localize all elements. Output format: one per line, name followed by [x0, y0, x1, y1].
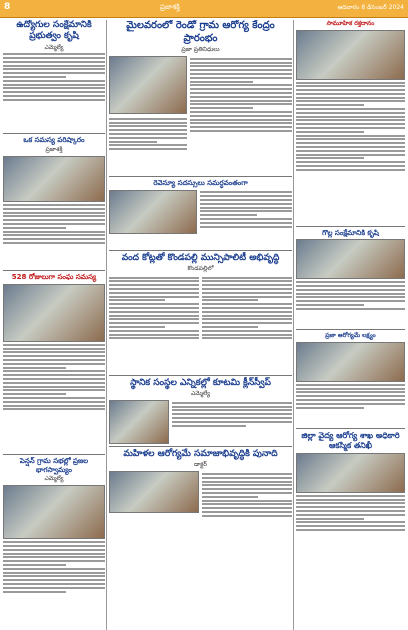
article-3 — [3, 273, 105, 452]
body-text-line — [296, 407, 364, 409]
body-text-line — [109, 144, 187, 146]
body-text-line — [296, 154, 405, 156]
body-text-line — [296, 499, 405, 501]
body-text-line — [172, 421, 292, 423]
body-text-line — [296, 391, 405, 393]
body-text-line — [190, 115, 292, 117]
body-text-line — [190, 96, 292, 98]
lead-photo — [109, 56, 187, 114]
revenue-body — [200, 190, 292, 248]
body-text-line — [109, 288, 199, 290]
body-text-line — [202, 311, 292, 313]
body-text-line — [3, 389, 105, 391]
article-1 — [3, 20, 105, 131]
body-text-line — [172, 409, 292, 411]
body-text-line — [202, 334, 292, 336]
blood-photo — [296, 30, 405, 80]
body-text-line — [296, 514, 405, 516]
body-text-line — [200, 218, 292, 220]
article-blood — [296, 20, 405, 224]
body-text-line — [190, 73, 292, 75]
body-text-line — [296, 521, 405, 523]
body-text-line — [296, 399, 405, 401]
body-text-line — [109, 148, 187, 150]
body-text-line — [202, 307, 292, 309]
column-right — [296, 20, 405, 630]
body-text-line — [3, 208, 105, 210]
body-text-line — [296, 308, 405, 310]
headline-golla: గొల్ల సంక్షేమానికి కృషి — [322, 228, 379, 237]
body-text-line — [296, 131, 364, 133]
body-text-line — [3, 223, 105, 225]
body-text-line — [109, 137, 187, 139]
body-text-line — [109, 122, 187, 124]
body-text-line — [202, 277, 292, 279]
body-text-line — [200, 199, 292, 201]
body-text-line — [3, 80, 105, 82]
body-text-line — [3, 405, 105, 407]
body-text-line — [3, 212, 105, 214]
body-text-line — [202, 492, 292, 494]
body-text-line — [3, 61, 105, 63]
body-text-line — [296, 93, 405, 95]
body-text-line — [200, 191, 292, 193]
body-text-line — [172, 406, 292, 408]
body-text-line — [296, 388, 405, 390]
article-2-body — [3, 204, 105, 268]
body-text-line — [200, 210, 292, 212]
body-text-line — [296, 300, 405, 302]
body-text-line — [109, 303, 199, 305]
article-2-photo — [3, 156, 105, 202]
subheadline-2: ప్రజాశక్తి — [45, 146, 63, 154]
issue-date: ఆదివారం 8 డిసెంబర్ 2024 — [337, 4, 404, 11]
body-text-line — [296, 304, 364, 306]
body-text-line — [296, 529, 405, 531]
subheadline-elections: ఎమ్మెల్యే — [190, 390, 211, 398]
kondapalli-body-right — [202, 275, 292, 373]
divider — [109, 250, 292, 251]
divider — [296, 329, 405, 330]
headline-blood: సామూహిక రక్తదానం — [326, 20, 375, 27]
body-text-line — [202, 515, 292, 517]
body-text-line — [296, 97, 405, 99]
body-text-line — [296, 104, 364, 106]
body-text-line — [296, 169, 405, 171]
body-text-line — [202, 481, 292, 483]
body-text-line — [202, 488, 292, 490]
headline-kondapalli: వంద కోట్లతో కొండపల్లి మున్సిపాలిటీ అభివృద్ధి — [121, 252, 280, 263]
body-text-line — [296, 82, 405, 84]
body-text-line — [3, 587, 105, 589]
divider — [109, 375, 292, 376]
page-number: 8 — [4, 2, 11, 12]
body-text-line — [3, 556, 105, 558]
body-text-line — [3, 238, 105, 240]
subheadline-lead: ప్రజా ప్రతినిధులు — [181, 46, 220, 53]
column-center — [109, 20, 292, 630]
article-2 — [3, 136, 105, 268]
subheadline-women-health: డాక్టర్ — [194, 461, 207, 469]
publication-name: ప్రజాశక్తి — [160, 3, 180, 11]
divider — [296, 428, 405, 429]
body-text-line — [3, 370, 105, 372]
article-4-body — [3, 541, 105, 621]
body-text-line — [3, 68, 105, 70]
body-text-line — [109, 125, 187, 127]
body-text-line — [3, 351, 105, 353]
body-text-line — [202, 477, 292, 479]
body-text-line — [190, 100, 292, 102]
body-text-line — [190, 122, 292, 124]
headline-health: ప్రజా ఆరోగ్యమే లక్ష్యం — [325, 332, 376, 340]
body-text-line — [109, 322, 199, 324]
body-text-line — [190, 77, 292, 79]
headline-revenue: రెవెన్యూ సదస్సులు సమర్ధవంతంగా — [153, 178, 248, 187]
women-health-photo — [109, 471, 199, 513]
article-golla — [296, 229, 405, 328]
body-text-line — [202, 507, 292, 509]
body-text-line — [3, 382, 105, 384]
headline-lead: మైలవరంలో రెండో గ్రామ ఆరోగ్య కేంద్రం ప్రారంభం — [126, 20, 275, 44]
article-1-body — [3, 53, 105, 131]
body-text-line — [3, 553, 105, 555]
body-text-line — [109, 280, 199, 282]
body-text-line — [3, 227, 66, 229]
body-text-line — [296, 85, 405, 87]
body-text-line — [3, 57, 105, 59]
article-4 — [3, 457, 105, 622]
golla-body — [296, 281, 405, 327]
body-text-line — [202, 318, 292, 320]
body-text-line — [202, 330, 292, 332]
body-text-line — [109, 299, 165, 301]
golla-photo — [296, 239, 405, 279]
article-kondapalli — [109, 253, 292, 373]
body-text-line — [109, 284, 199, 286]
article-3-body — [3, 344, 105, 452]
body-text-line — [202, 280, 292, 282]
body-text-line — [296, 112, 405, 114]
body-text-line — [3, 348, 105, 350]
body-text-line — [3, 72, 105, 74]
subheadline-1: ఎమ్మెల్యే — [44, 43, 64, 51]
body-text-line — [296, 127, 405, 129]
body-text-line — [296, 495, 405, 497]
body-text-line — [3, 545, 105, 547]
body-text-line — [3, 65, 105, 67]
body-text-line — [202, 303, 292, 305]
body-text-line — [3, 575, 105, 577]
article-women-health — [109, 449, 292, 541]
body-text-line — [296, 119, 405, 121]
body-text-line — [296, 123, 405, 125]
body-text-line — [3, 355, 105, 357]
article-health — [296, 332, 405, 426]
inspection-photo — [296, 453, 405, 493]
body-text-line — [109, 296, 199, 298]
body-text-line — [3, 374, 105, 376]
body-text-line — [3, 560, 105, 562]
body-text-line — [296, 157, 364, 159]
article-inspection — [296, 431, 405, 555]
article-3-photo — [3, 284, 105, 342]
body-text-line — [202, 322, 292, 324]
blood-body — [296, 82, 405, 224]
body-text-line — [296, 525, 405, 527]
body-text-line — [172, 417, 292, 419]
body-text-line — [202, 500, 292, 502]
body-text-line — [202, 484, 292, 486]
body-text-line — [3, 572, 105, 574]
body-text-line — [296, 135, 405, 137]
body-text-line — [202, 299, 258, 301]
body-text-line — [190, 58, 292, 60]
headline-3: 528 రోజులుగా సంఘ సమస్య — [11, 273, 97, 282]
body-text-line — [296, 146, 405, 148]
body-text-line — [190, 88, 292, 90]
article-elections — [109, 378, 292, 444]
subheadline-kondapalli: కొండపల్లిలో — [187, 264, 214, 272]
body-text-line — [200, 214, 257, 216]
subheadline-4: ఎమ్మెల్యే — [44, 475, 64, 483]
body-text-line — [296, 289, 405, 291]
headline-4: పెన్షన్ గ్రామ సభల్లో ప్రజల భాగస్వామ్యం — [19, 456, 89, 474]
body-text-line — [109, 307, 199, 309]
body-text-line — [3, 541, 105, 543]
body-text-line — [3, 564, 66, 566]
body-text-line — [109, 330, 199, 332]
body-text-line — [172, 425, 246, 427]
body-text-line — [109, 318, 199, 320]
body-text-line — [109, 311, 199, 313]
article-4-photo — [3, 485, 105, 539]
body-text-line — [3, 393, 66, 395]
body-text-line — [190, 126, 292, 128]
body-text-line — [202, 296, 292, 298]
body-text-line — [200, 203, 292, 205]
body-text-line — [109, 277, 199, 279]
divider — [296, 226, 405, 227]
body-text-line — [3, 84, 105, 86]
body-text-line — [109, 129, 187, 131]
body-text-line — [202, 315, 292, 317]
column-rule-1 — [106, 20, 107, 630]
body-text-line — [202, 337, 292, 339]
body-text-line — [172, 402, 292, 404]
body-text-line — [296, 384, 405, 386]
body-text-line — [3, 219, 105, 221]
body-text-line — [3, 87, 105, 89]
body-text-line — [190, 119, 292, 121]
body-text-line — [3, 568, 105, 570]
body-text-line — [3, 408, 105, 410]
body-text-line — [296, 506, 405, 508]
body-text-line — [3, 386, 105, 388]
body-text-line — [296, 138, 405, 140]
women-health-body — [202, 471, 292, 541]
body-text-line — [296, 403, 405, 405]
body-text-line — [3, 204, 105, 206]
body-text-line — [3, 549, 105, 551]
body-text-line — [190, 62, 292, 64]
body-text-line — [296, 165, 405, 167]
body-text-line — [109, 292, 199, 294]
divider — [109, 176, 292, 177]
body-text-line — [3, 242, 105, 244]
article-lead — [109, 20, 292, 174]
body-text-line — [3, 579, 105, 581]
body-text-line — [3, 401, 105, 403]
body-text-line — [109, 118, 187, 120]
body-text-line — [109, 141, 157, 143]
body-text-line — [202, 511, 292, 513]
body-text-line — [3, 583, 105, 585]
body-text-line — [190, 111, 292, 113]
body-text-line — [200, 226, 292, 228]
body-text-line — [296, 89, 405, 91]
body-text-line — [296, 116, 405, 118]
inspection-body — [296, 495, 405, 555]
body-text-line — [296, 293, 405, 295]
body-text-line — [109, 315, 199, 317]
body-text-line — [200, 207, 292, 209]
body-text-line — [172, 413, 292, 415]
body-text-line — [3, 378, 105, 380]
lead-body-right — [190, 56, 292, 174]
body-text-line — [3, 231, 105, 233]
body-text-line — [202, 503, 292, 505]
body-text-line — [3, 363, 105, 365]
body-text-line — [202, 326, 258, 328]
body-text-line — [296, 502, 405, 504]
divider — [3, 270, 105, 271]
body-text-line — [200, 195, 292, 197]
body-text-line — [296, 285, 405, 287]
body-text-line — [202, 496, 258, 498]
body-text-line — [202, 284, 292, 286]
headline-1: ఉద్యోగుల సంక్షేమానికి ప్రభుత్వం కృషి — [16, 20, 92, 42]
column-left — [3, 20, 105, 630]
body-text-line — [296, 142, 405, 144]
body-text-line — [190, 107, 253, 109]
body-text-line — [109, 133, 187, 135]
health-body — [296, 384, 405, 426]
body-text-line — [296, 518, 364, 520]
body-text-line — [190, 130, 292, 132]
body-text-line — [190, 92, 292, 94]
body-text-line — [202, 473, 292, 475]
body-text-line — [202, 288, 292, 290]
body-text-line — [190, 81, 253, 83]
masthead-bar — [0, 0, 408, 18]
body-text-line — [3, 91, 105, 93]
body-text-line — [109, 337, 199, 339]
article-revenue — [109, 179, 292, 248]
health-photo — [296, 342, 405, 382]
body-text-line — [202, 292, 292, 294]
body-text-line — [190, 103, 292, 105]
body-text-line — [3, 234, 105, 236]
body-text-line — [3, 359, 105, 361]
body-text-line — [296, 281, 405, 283]
body-text-line — [296, 395, 405, 397]
body-text-line — [3, 591, 66, 593]
revenue-photo — [109, 190, 197, 234]
body-text-line — [296, 108, 405, 110]
column-rule-2 — [293, 20, 294, 630]
lead-body-left — [109, 118, 187, 174]
body-text-line — [296, 296, 405, 298]
headline-women-health: మహిళల ఆరోగ్యమే సమాజాభివృద్ధికి పునాది — [123, 449, 278, 460]
body-text-line — [3, 215, 105, 217]
headline-2: ఒక సమస్య పరిష్కారం — [23, 136, 85, 145]
divider — [3, 133, 105, 134]
body-text-line — [190, 65, 292, 67]
body-text-line — [3, 95, 105, 97]
body-text-line — [3, 397, 105, 399]
body-text-line — [3, 53, 105, 55]
divider — [109, 446, 292, 447]
headline-elections: స్థానిక సంస్థల ఎన్నికల్లో కూటమి క్లీన్‌స్వీప్ — [130, 377, 271, 388]
body-text-line — [109, 326, 165, 328]
body-text-line — [109, 334, 199, 336]
body-text-line — [200, 222, 292, 224]
kondapalli-body-left — [109, 275, 199, 373]
headline-inspection: జిల్లా వైద్య ఆరోగ్య శాఖ అధికారి ఆకస్మిక తనిఖీ — [301, 430, 400, 450]
body-text-line — [296, 161, 405, 163]
body-text-line — [296, 150, 405, 152]
body-text-line — [3, 99, 105, 101]
body-text-line — [296, 510, 405, 512]
elections-body — [172, 400, 292, 444]
body-text-line — [3, 344, 105, 346]
body-text-line — [190, 84, 292, 86]
divider — [3, 454, 105, 455]
elections-photo — [109, 400, 169, 444]
body-text-line — [296, 100, 405, 102]
body-text-line — [3, 76, 66, 78]
body-text-line — [3, 367, 66, 369]
body-text-line — [190, 69, 292, 71]
